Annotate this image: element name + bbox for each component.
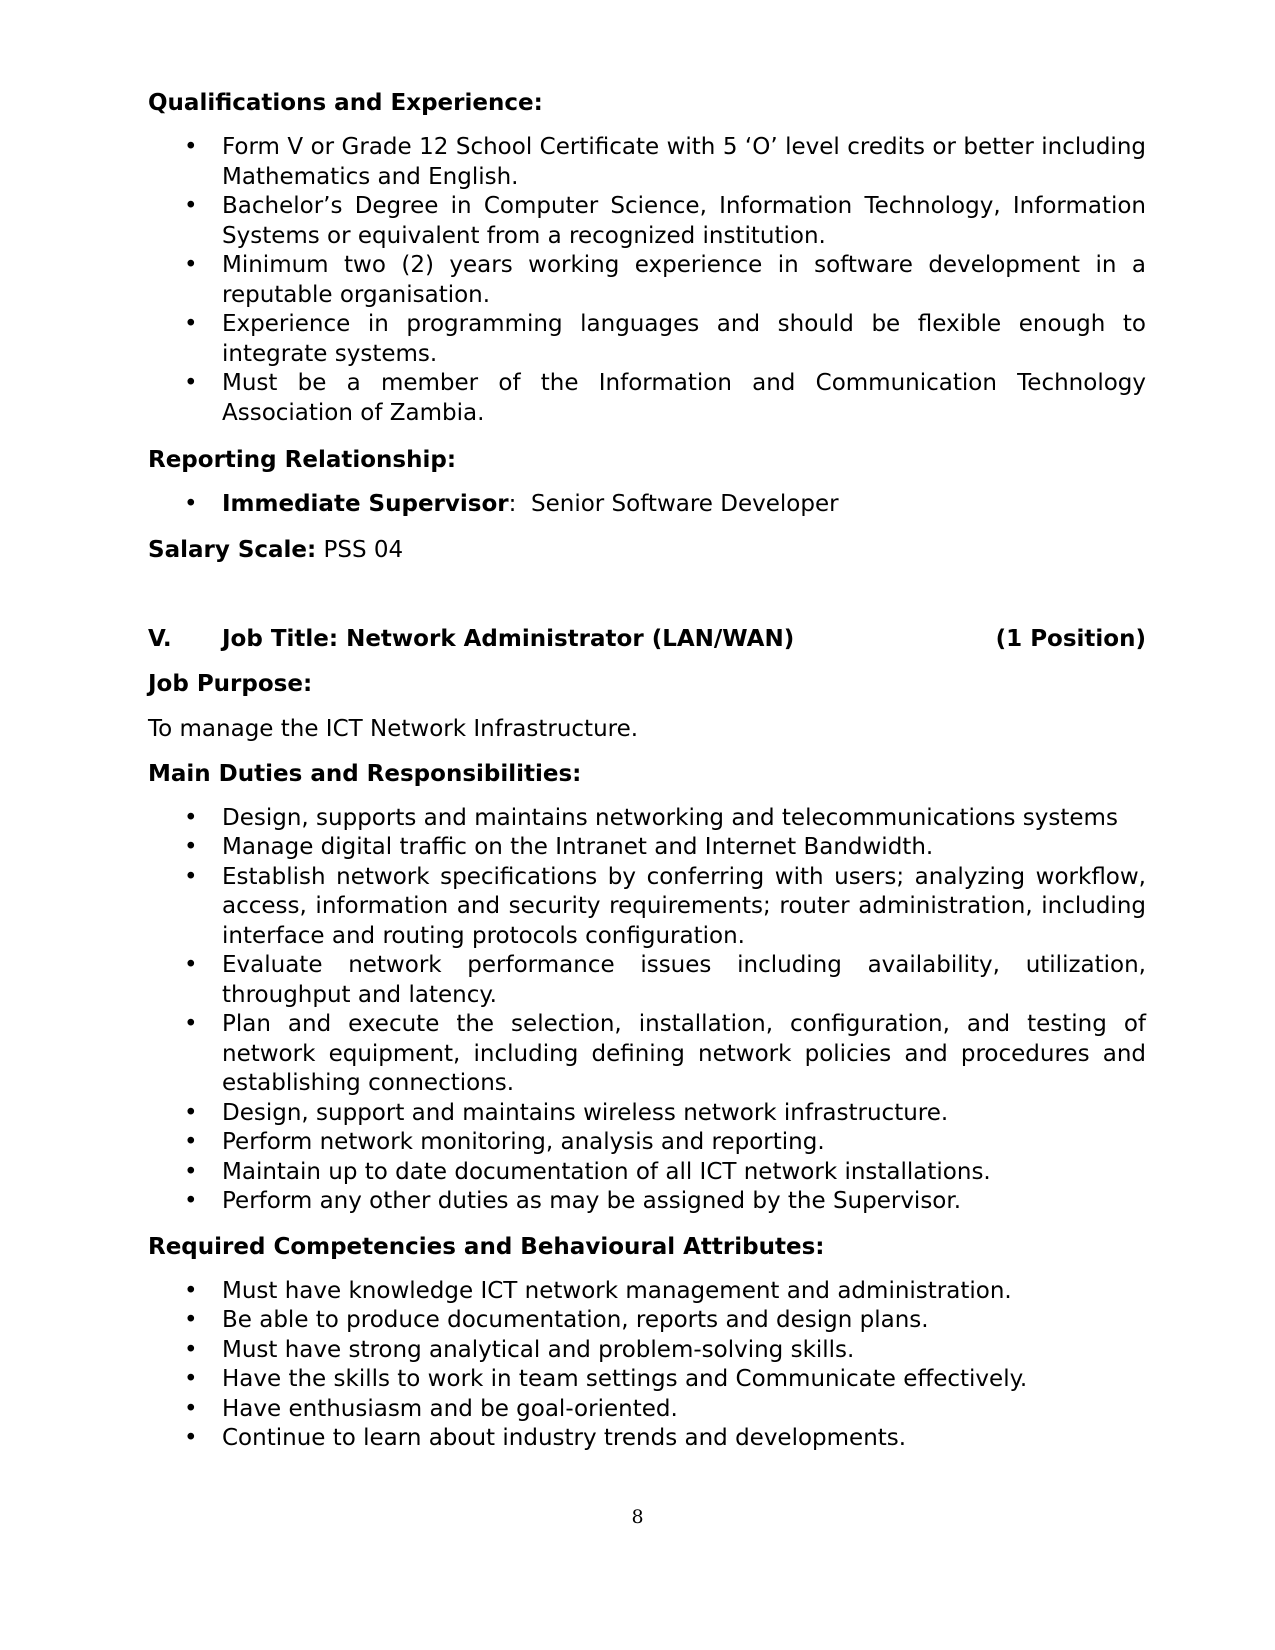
supervisor-value: Senior Software Developer xyxy=(531,491,839,517)
page-number: 8 xyxy=(631,1506,644,1528)
list-item xyxy=(148,490,1146,520)
list-item: • Evaluate network performance issues including availability, utilization, throughput and latency. xyxy=(148,951,1146,1010)
salary-value: PSS 04 xyxy=(323,536,404,563)
list-item: • Be able to produce documentation, reports and design plans. xyxy=(148,1306,1146,1336)
reporting-list xyxy=(148,490,1146,520)
competencies-list xyxy=(148,1277,1146,1454)
list-item: • Continue to learn about industry trends and developments. xyxy=(148,1424,1146,1454)
list-item: • Design, support and maintains wireless network infrastructure. xyxy=(148,1099,1146,1129)
reporting-heading: Reporting Relationship: xyxy=(148,447,457,473)
job-title: Job Title: Network Administrator (LAN/WAN) xyxy=(222,625,795,652)
list-item: • Establish network specifications by conferring with users; analyzing workflow, access, information and security requirements; router administration, including interface and routing protocols configuration. xyxy=(148,863,1146,952)
list-item: • Experience in programming languages and should be flexible enough to integrate systems. xyxy=(148,310,1146,369)
job-positions: (1 Position) xyxy=(995,625,1146,652)
list-item: • Must be a member of the Information and Communication Technology Association of Zambia. xyxy=(148,369,1146,428)
list-item: • Maintain up to date documentation of all ICT network installations. xyxy=(148,1158,1146,1188)
list-item: • Perform any other duties as may be assigned by the Supervisor. xyxy=(148,1187,1146,1217)
competencies-heading: Required Competencies and Behavioural Attributes: xyxy=(148,1233,825,1260)
purpose-heading: Job Purpose: xyxy=(148,670,313,697)
supervisor-label: Immediate Supervisor xyxy=(222,491,509,517)
list-item: • Plan and execute the selection, installation, configuration, and testing of network equipment, including defining network policies and procedures and establishing connections. xyxy=(148,1010,1146,1099)
qualifications-heading: Qualifications and Experience: xyxy=(148,90,543,116)
purpose-text: To manage the ICT Network Infrastructure. xyxy=(148,715,639,742)
list-item: • Must have knowledge ICT network management and administration. xyxy=(148,1277,1146,1307)
list-item: • Manage digital traffic on the Intranet and Internet Bandwidth. xyxy=(148,833,1146,863)
list-item: • Must have strong analytical and problem-solving skills. xyxy=(148,1336,1146,1366)
duties-list xyxy=(148,804,1146,1217)
salary-label: Salary Scale: xyxy=(148,536,317,563)
qualifications-list xyxy=(148,133,1146,428)
list-item: • Minimum two (2) years working experience in software development in a reputable organisation. xyxy=(148,251,1146,310)
list-item: • Perform network monitoring, analysis and reporting. xyxy=(148,1128,1146,1158)
supervisor-separator: : xyxy=(508,491,517,517)
duties-heading: Main Duties and Responsibilities: xyxy=(148,760,582,787)
list-item: • Bachelor’s Degree in Computer Science, Information Technology, Information Systems or equivalent from a recognized institution. xyxy=(148,192,1146,251)
list-item: • Have the skills to work in team settings and Communicate effectively. xyxy=(148,1365,1146,1395)
page-content xyxy=(148,88,1146,1454)
salary-scale xyxy=(148,535,1146,565)
list-item: • Form V or Grade 12 School Certificate with 5 ‘O’ level credits or better including Mathematics and English. xyxy=(148,133,1146,192)
job-number: V. xyxy=(148,625,172,652)
list-item: • Have enthusiasm and be goal-oriented. xyxy=(148,1395,1146,1425)
list-item: • Design, supports and maintains networking and telecommunications systems xyxy=(148,804,1146,834)
job-title-row xyxy=(148,624,1146,654)
